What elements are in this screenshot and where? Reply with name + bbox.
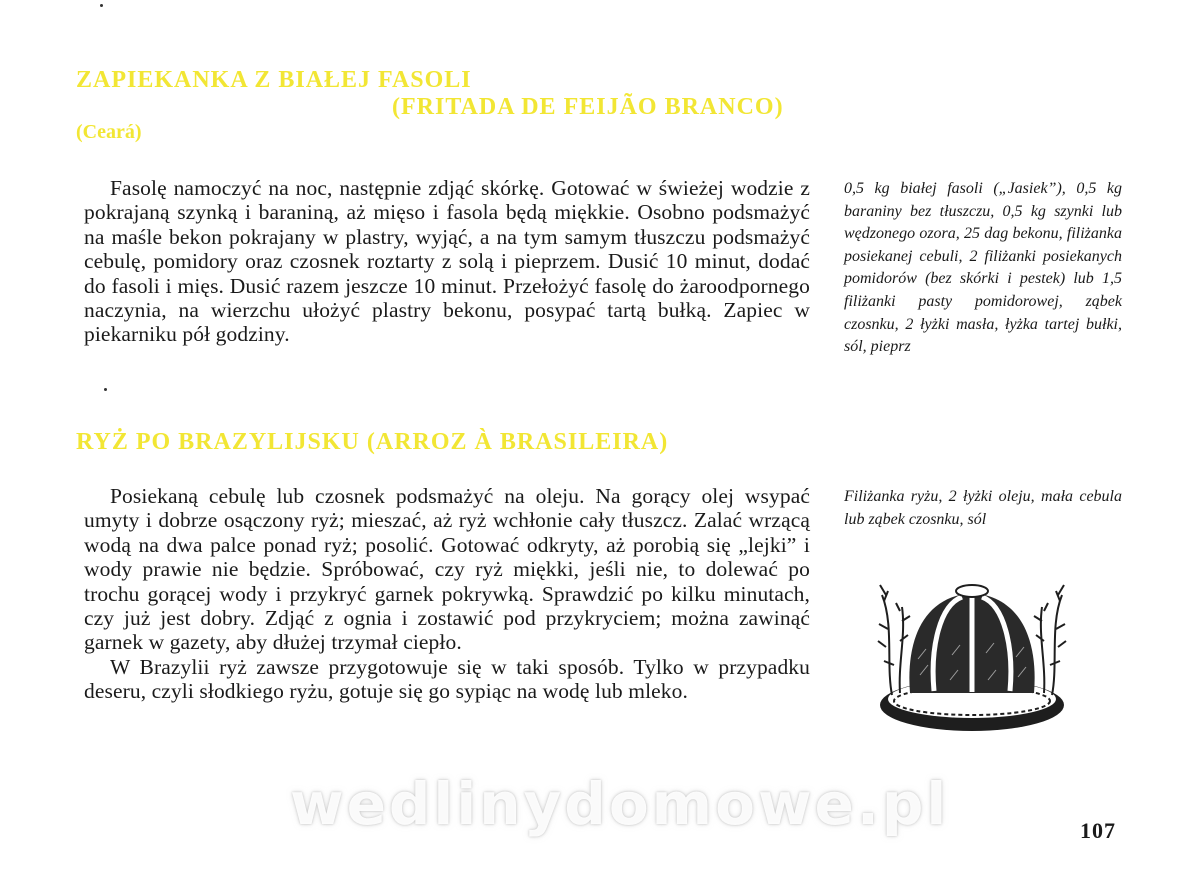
recipe1-ingredients: 0,5 kg białej fasoli („Jasiek”), 0,5 kg baraniny bez tłuszczu, 0,5 kg szynki lub wędzonego ozora, 25 dag bekonu, filiżanka posiekanej cebuli, 2 filiżanki posiekanych pomidorów (bez skórki i pestek) lub 1,5 filiżanki pasty pomidorowej, ząbek czosnku, 2 łyżki masła, łyżka tartej bułki, sól, pieprz xyxy=(844,180,1122,356)
recipe1-region: (Ceará) xyxy=(76,121,142,143)
recipe1-instructions-paragraph: Fasolę namoczyć na noc, następnie zdjąć skórkę. Gotować w świeżej wodzie z pokrajaną szynką i baraniną, aż mięso i fasola będą miękkie. Osobno podsmażyć na maśle bekon pokrajany w plastry, wyjąć, a na tym samym tłuszczu podsmażyć cebulę, pomidory oraz czosnek roztarty z solą i pieprzem. Dusić 10 minut, dodać do fasoli i mięs. Dusić razem jeszcze 10 minut. Przełożyć fasolę do żaroodpornego naczynia, na wierzchu ułożyć plastry bekonu, posypać tartą bułką. Zapiec w piekarniku pół godziny. xyxy=(84,176,810,347)
speck xyxy=(104,388,107,391)
recipe2-instructions xyxy=(84,484,810,704)
recipe1-instructions xyxy=(84,176,810,347)
recipe1-title-polish: ZAPIEKANKA Z BIAŁEJ FASOLI xyxy=(76,67,472,93)
rice-mold-icon xyxy=(872,555,1072,755)
speck xyxy=(100,4,103,7)
recipe2-ingredients: Filiżanka ryżu, 2 łyżki oleju, mała cebula lub ząbek czosnku, sól xyxy=(844,488,1122,528)
recipe2-instructions-paragraph-1: Posiekaną cebulę lub czosnek podsmażyć na oleju. Na gorący olej wsypać umyty i dobrze osączony ryż; mieszać, aż ryż wchłonie cały tłuszcz. Zalać wrzącą wodą na dwa palce ponad ryż; posolić. Gotować odkryty, aż porobią się „lejki” i wody prawie nie będzie. Spróbować, czy ryż miękki, jeśli nie, to dolewać po trochu gorącej wody i przykryć garnek pokrywką. Sprawdzić po kilku minutach, czy już jest dobry. Zdjąć z ognia i zostawić pod przykryciem; można zawinąć garnek w gazety, aby dłużej trzymał ciepło. xyxy=(84,484,810,655)
recipe2-instructions-paragraph-2: W Brazylii ryż zawsze przygotowuje się w taki sposób. Tylko w przypadku deseru, czyli słodkiego ryżu, gotuje się go sypiąc na wodę lub mleko. xyxy=(84,654,810,704)
recipe1-title-portuguese: (FRITADA DE FEIJÃO BRANCO) xyxy=(392,94,784,120)
watermark: wedlinydomowe.pl xyxy=(290,770,950,838)
recipe2-title: RYŻ PO BRAZYLIJSKU (ARROZ À BRASILEIRA) xyxy=(76,429,669,455)
page-number: 107 xyxy=(1080,818,1116,843)
